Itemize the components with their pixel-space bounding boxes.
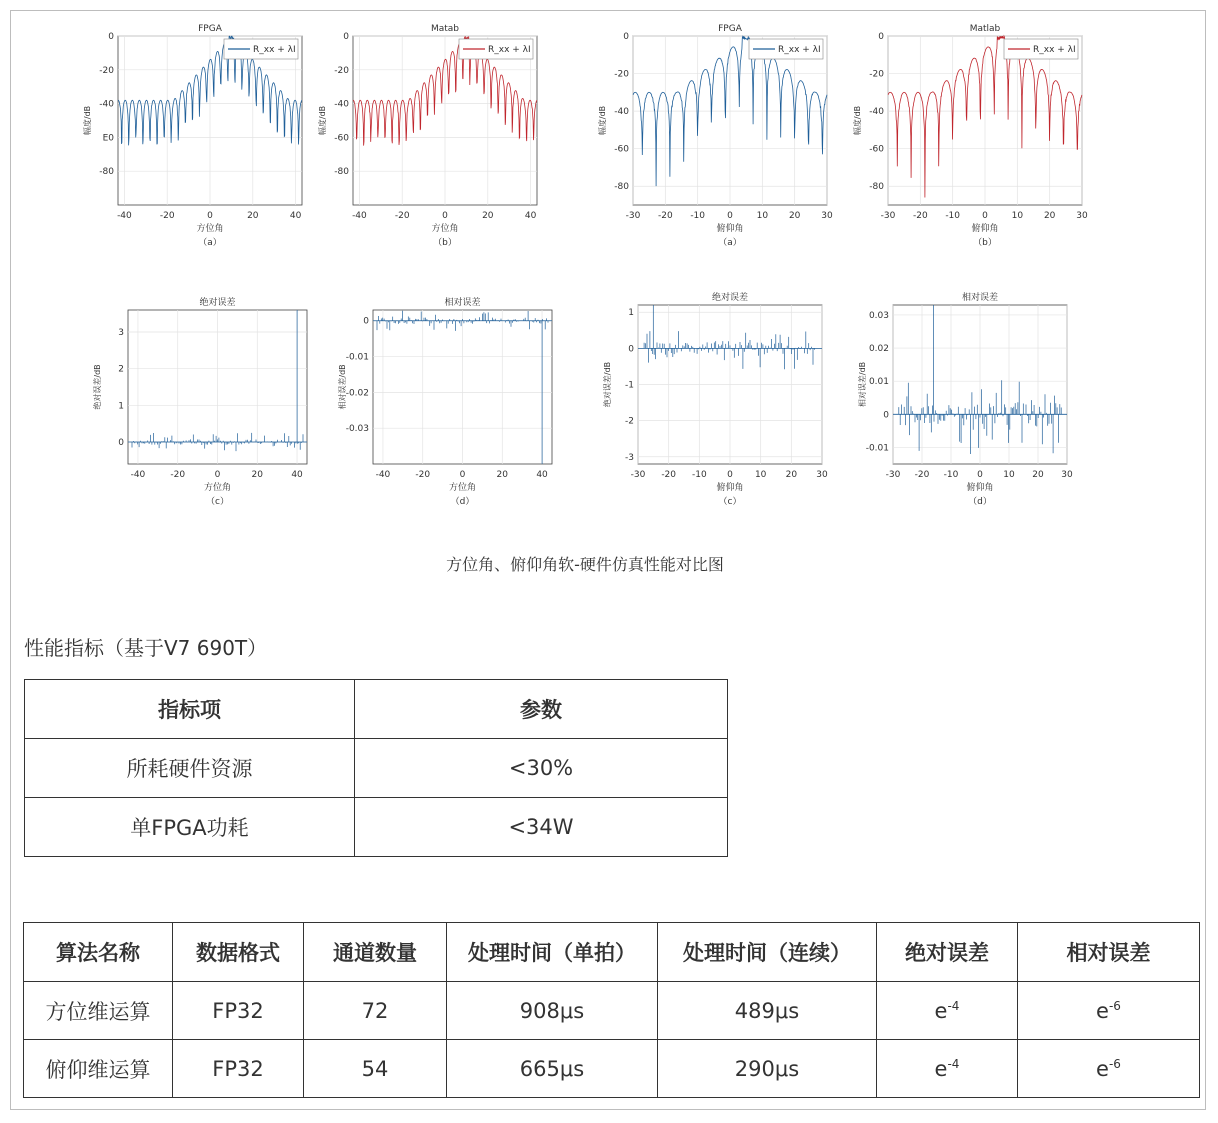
plot-title: FPGA	[198, 24, 222, 34]
table-cell: FP32	[173, 1040, 304, 1098]
x-axis-label: 俯仰角	[716, 224, 744, 234]
y-tick-label: -40	[334, 99, 349, 110]
y-tick-label: 0	[363, 316, 369, 327]
x-tick-label: -30	[880, 211, 896, 221]
table-cell: <34W	[355, 798, 728, 857]
plot-azimuth-rel-error	[335, 292, 560, 522]
y-tick-label: 0.01	[868, 377, 889, 388]
x-tick-label: -30	[630, 470, 646, 480]
table-cell: 54	[304, 1040, 447, 1098]
x-tick-label: -10	[690, 211, 706, 221]
plot-svg	[595, 18, 835, 263]
x-tick-label: -40	[352, 211, 367, 221]
y-tick-label: E0	[102, 133, 114, 144]
x-tick-label: 30	[1076, 211, 1088, 221]
rel-error-base: e	[1096, 998, 1109, 1023]
y-tick-label: -80	[614, 182, 629, 193]
table-cell: 方位维运算	[24, 982, 173, 1040]
x-axis-label: 俯仰角	[971, 224, 999, 234]
x-tick-label: 20	[251, 470, 264, 480]
x-tick-label: 0	[727, 470, 733, 480]
x-tick-label: -10	[691, 470, 707, 480]
y-tick-label: 0.03	[868, 310, 889, 321]
plot-svg	[90, 292, 315, 522]
x-tick-label: 30	[1061, 470, 1073, 480]
y-axis-label: 幅度/dB	[318, 105, 327, 136]
plot-title: 相对误差	[961, 293, 999, 303]
x-tick-label: 20	[1043, 211, 1056, 221]
x-tick-label: 30	[816, 470, 828, 480]
y-tick-label: -60	[334, 133, 349, 144]
plot-title: 绝对误差	[711, 293, 749, 303]
plot-azimuth-fpga	[80, 18, 310, 263]
x-tick-label: -20	[661, 470, 677, 480]
table-cell	[877, 982, 1018, 1040]
table-row	[25, 798, 728, 857]
x-tick-label: 20	[482, 211, 494, 221]
header-cell: 指标项	[25, 680, 355, 739]
table-row	[24, 1040, 1200, 1098]
x-tick-label: 40	[536, 470, 548, 480]
subfigure-label: （c）	[718, 497, 742, 507]
subfigure-label: （a）	[198, 238, 222, 248]
y-tick-label: 2	[118, 364, 124, 375]
table-header-row	[25, 680, 728, 739]
y-axis-label: 相对误差/dB	[338, 364, 347, 410]
plot-svg	[855, 287, 1075, 522]
x-tick-label: 0	[727, 211, 733, 221]
x-tick-label: 10	[1003, 470, 1015, 480]
x-tick-label: -10	[943, 470, 959, 480]
table-cell: 665μs	[447, 1040, 658, 1098]
x-tick-label: -10	[945, 211, 961, 221]
y-tick-label: 1	[118, 401, 124, 412]
x-tick-label: 20	[1032, 470, 1044, 480]
rel-error-base: e	[1096, 1056, 1109, 1081]
plot-azimuth-abs-error	[90, 292, 315, 522]
header-cell: 通道数量	[304, 923, 447, 982]
plot-svg	[315, 18, 545, 263]
table-cell: 单FPGA功耗	[25, 798, 355, 857]
header-cell: 绝对误差	[877, 923, 1018, 982]
x-axis-label: 方位角	[203, 483, 232, 493]
section-title: 性能指标（基于V7 690T）	[24, 636, 268, 660]
x-tick-label: -20	[912, 211, 928, 221]
x-tick-label: -30	[885, 470, 901, 480]
y-tick-label: 0.02	[868, 344, 889, 355]
rel-error-exponent: -6	[1108, 1056, 1121, 1071]
y-tick-label: -1	[625, 380, 634, 391]
abs-error-base: e	[934, 1056, 948, 1081]
y-tick-label: -40	[614, 107, 629, 118]
x-tick-label: -20	[159, 211, 175, 221]
x-axis-label: 俯仰角	[716, 483, 744, 493]
table-cell: 908μs	[447, 982, 658, 1040]
y-tick-label: 1	[628, 308, 634, 319]
rel-error-exponent: -6	[1108, 998, 1121, 1013]
subfigure-label: （c）	[206, 497, 229, 507]
y-tick-label: -20	[869, 69, 884, 80]
table-row	[25, 739, 728, 798]
header-cell: 算法名称	[24, 923, 173, 982]
y-tick-label: -60	[614, 144, 629, 155]
x-tick-label: -20	[170, 470, 186, 480]
x-axis-label: 方位角	[448, 483, 477, 493]
table-cell: <30%	[355, 739, 728, 798]
plot-azimuth-matlab	[315, 18, 545, 263]
x-tick-label: 0	[214, 470, 221, 480]
x-tick-label: -40	[130, 470, 146, 480]
y-tick-label: 3	[118, 328, 124, 338]
plot-elevation-fpga	[595, 18, 835, 263]
table-cell: 489μs	[658, 982, 877, 1040]
x-tick-label: 20	[496, 470, 509, 480]
y-tick-label: 0	[623, 32, 629, 42]
x-tick-label: 40	[291, 470, 303, 480]
plot-svg	[850, 18, 1090, 263]
x-tick-label: 30	[821, 211, 833, 221]
y-tick-label: 0	[878, 32, 884, 42]
plot-title: FPGA	[718, 24, 742, 34]
y-tick-label: 0	[118, 438, 124, 448]
subfigure-label: （a）	[718, 238, 742, 248]
header-cell: 相对误差	[1018, 923, 1200, 982]
y-tick-label: -3	[625, 452, 634, 463]
y-axis-label: 绝对误差/dB	[603, 361, 612, 408]
subfigure-label: （b）	[433, 238, 457, 248]
legend-label: R_xx + λI	[1033, 45, 1076, 55]
plot-svg	[600, 287, 830, 522]
plot-title: Matab	[430, 24, 460, 34]
header-cell: 处理时间（单拍）	[447, 923, 658, 982]
legend-label: R_xx + λI	[778, 45, 821, 55]
x-tick-label: 0	[459, 470, 466, 480]
x-tick-label: 20	[247, 211, 259, 221]
x-tick-label: -40	[375, 470, 391, 480]
x-tick-label: -20	[657, 211, 673, 221]
x-tick-label: 0	[977, 470, 983, 480]
y-tick-label: 0	[628, 344, 634, 355]
table-cell: FP32	[173, 982, 304, 1040]
y-tick-label: -40	[869, 107, 884, 118]
y-tick-label: -0.03	[345, 424, 369, 435]
x-axis-label: 方位角	[196, 224, 224, 234]
table-header-row	[24, 923, 1200, 982]
y-tick-label: -80	[334, 167, 349, 178]
subfigure-label: （d）	[968, 497, 992, 507]
table-cell	[1018, 1040, 1200, 1098]
y-tick-label: 0	[343, 32, 349, 42]
legend-label: R_xx + λI	[488, 45, 531, 55]
x-tick-label: 20	[788, 211, 801, 221]
x-axis-label: 方位角	[431, 224, 459, 234]
header-cell: 参数	[355, 680, 728, 739]
x-tick-label: -20	[394, 211, 410, 221]
algorithm-table	[23, 922, 1200, 1098]
y-tick-label: -80	[869, 182, 884, 193]
x-tick-label: 40	[289, 211, 302, 221]
abs-error-exponent: -4	[947, 1056, 960, 1071]
table-cell: 72	[304, 982, 447, 1040]
y-axis-label: 幅度/dB	[83, 105, 92, 136]
plot-elevation-rel-error	[855, 287, 1075, 522]
x-tick-label: -30	[625, 211, 641, 221]
x-tick-label: -40	[117, 211, 132, 221]
abs-error-exponent: -4	[947, 998, 960, 1013]
y-tick-label: -20	[614, 69, 629, 80]
x-tick-label: 10	[754, 470, 767, 480]
y-tick-label: -20	[99, 65, 114, 76]
x-tick-label: 10	[1011, 211, 1024, 221]
plot-svg	[335, 292, 560, 522]
header-cell: 处理时间（连续）	[658, 923, 877, 982]
y-tick-label: -20	[334, 65, 349, 76]
legend-label: R_xx + λI	[253, 45, 296, 55]
performance-table	[24, 679, 728, 857]
plot-title: 绝对误差	[199, 298, 236, 308]
table-cell: 290μs	[658, 1040, 877, 1098]
x-tick-label: 0	[207, 211, 213, 221]
y-tick-label: -0.02	[345, 388, 369, 399]
y-tick-label: -40	[99, 99, 114, 110]
plot-elevation-abs-error	[600, 287, 830, 522]
y-axis-label: 幅度/dB	[853, 105, 862, 136]
x-tick-label: 40	[524, 211, 537, 221]
plot-title: Matlab	[969, 24, 1001, 34]
table-cell: 俯仰维运算	[24, 1040, 173, 1098]
table-row	[24, 982, 1200, 1040]
y-tick-label: 0	[108, 32, 114, 42]
y-tick-label: -60	[869, 144, 884, 155]
x-tick-label: -20	[914, 470, 930, 480]
plot-svg	[80, 18, 310, 263]
x-tick-label: 10	[756, 211, 769, 221]
x-axis-label: 俯仰角	[966, 483, 994, 493]
y-axis-label: 绝对误差/dB	[93, 364, 102, 410]
subfigure-label: （b）	[973, 238, 997, 248]
plot-elevation-matlab	[850, 18, 1090, 263]
x-tick-label: 20	[785, 470, 798, 480]
figure-caption: 方位角、俯仰角软-硬件仿真性能对比图	[446, 555, 724, 574]
y-tick-label: 0	[883, 410, 889, 421]
x-tick-label: 0	[442, 211, 448, 221]
subfigure-label: （d）	[450, 497, 475, 507]
y-tick-label: -0.01	[345, 352, 369, 363]
x-tick-label: -20	[415, 470, 431, 480]
table-cell	[877, 1040, 1018, 1098]
table-cell: 所耗硬件资源	[25, 739, 355, 798]
plot-title: 相对误差	[444, 298, 481, 308]
y-tick-label: -0.01	[865, 443, 889, 454]
y-axis-label: 相对误差/dB	[858, 361, 867, 408]
x-tick-label: 0	[982, 211, 988, 221]
y-tick-label: -2	[625, 416, 634, 427]
table-cell	[1018, 982, 1200, 1040]
y-axis-label: 幅度/dB	[598, 105, 607, 136]
header-cell: 数据格式	[173, 923, 304, 982]
abs-error-base: e	[934, 998, 948, 1023]
y-tick-label: -80	[99, 167, 114, 178]
